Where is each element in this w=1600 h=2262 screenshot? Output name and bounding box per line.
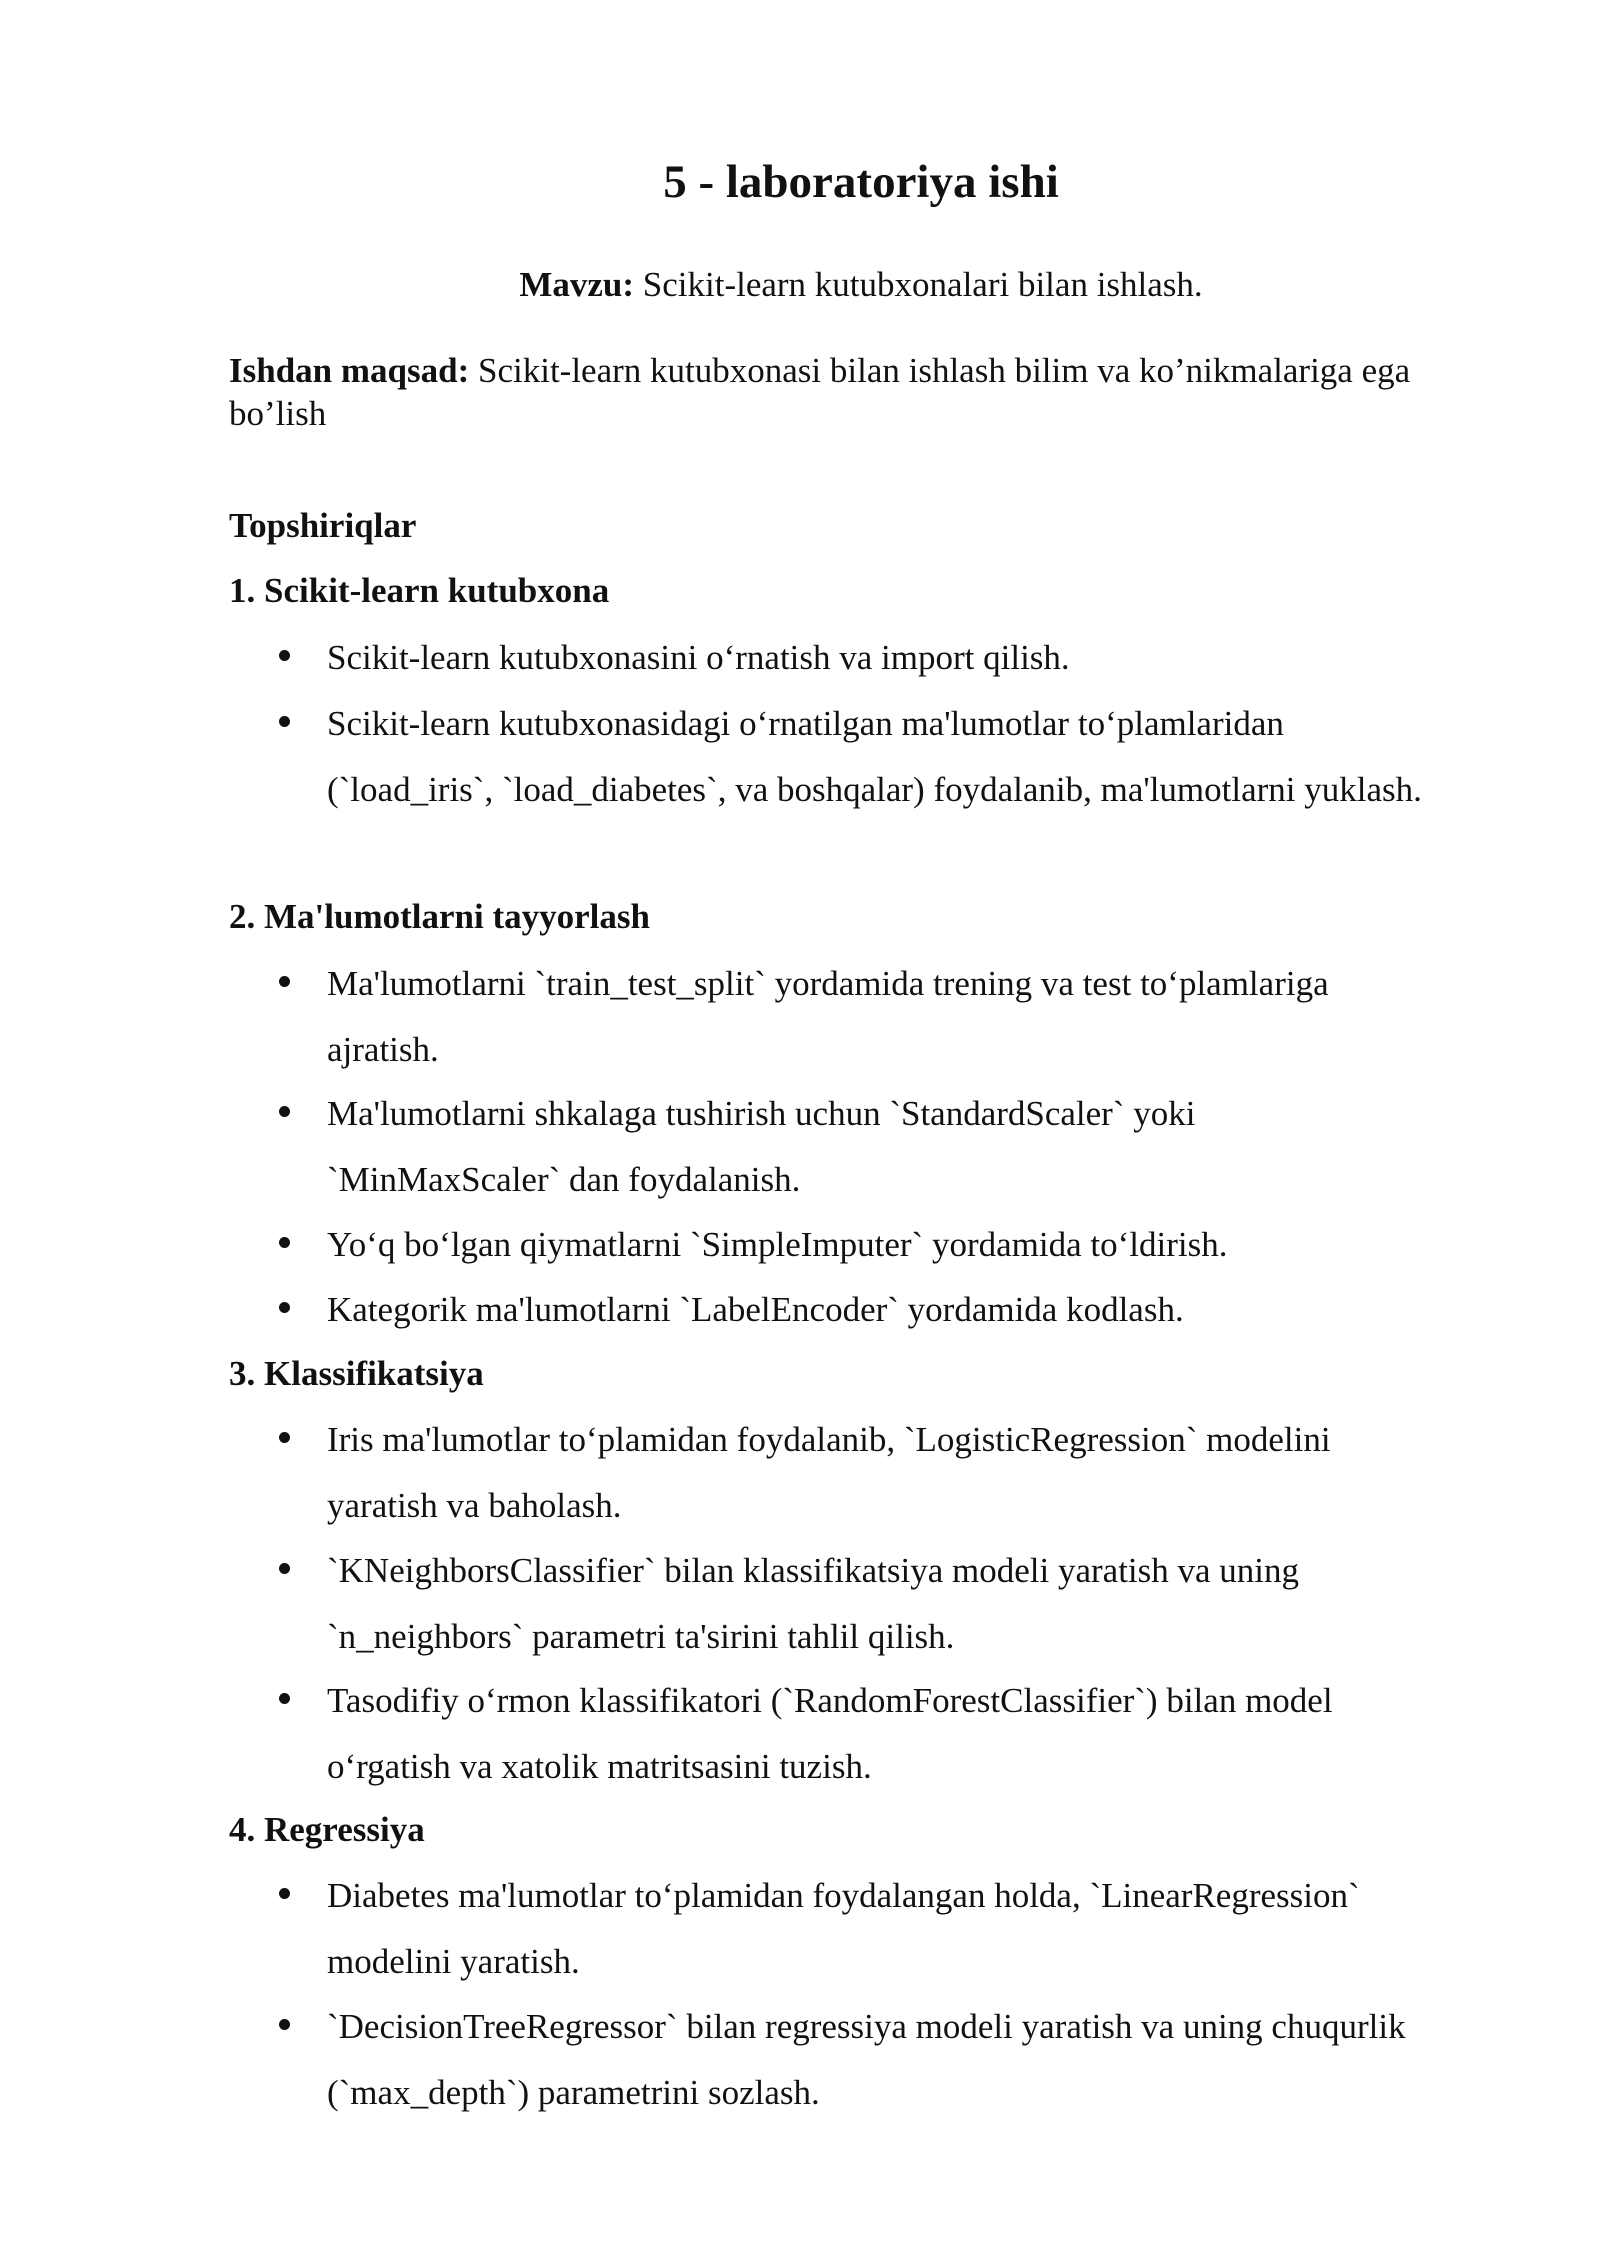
goal-label: Ishdan maqsad: (229, 351, 470, 390)
section-heading-3: 3. Klassifikatsiya (229, 1354, 484, 1393)
goal-text: Scikit-learn kutubxonasi bilan ishlash bilim va ko’nikmalariga ega bo’lish (229, 351, 1411, 433)
list-item-text: Ma'lumotlarni `train_test_split` yordamida trening va test to‘plamlariga ajratish. (327, 964, 1329, 1069)
bullet-icon (279, 1563, 290, 1574)
bullet-icon (279, 716, 290, 727)
bullet-icon (279, 1237, 290, 1248)
list-item-text: Tasodifiy o‘rmon klassifikatori (`RandomForestClassifier`) bilan model o‘rgatish va xatolik matritsasini tuzish. (327, 1681, 1333, 1786)
bullet-icon (279, 976, 290, 987)
bullet-icon (279, 2019, 290, 2030)
topic-line (229, 261, 1493, 309)
bullet-icon (279, 1693, 290, 1704)
document-title: 5 - laboratoriya ishi (663, 156, 1059, 208)
topic-text: Scikit-learn kutubxonalari bilan ishlash. (634, 265, 1203, 304)
bullet-icon (279, 1106, 290, 1117)
bullet-icon (279, 650, 290, 661)
list-item-text: Diabetes ma'lumotlar to‘plamidan foydalangan holda, `LinearRegression` modelini yaratish. (327, 1876, 1360, 1981)
section-heading-4: 4. Regressiya (229, 1810, 425, 1849)
list-item-text: `KNeighborsClassifier` bilan klassifikatsiya modeli yaratish va uning `n_neighbors` parametri ta'sirini tahlil qilish. (327, 1551, 1300, 1656)
section-heading-2: 2. Ma'lumotlarni tayyorlash (229, 897, 650, 936)
list-item-text: Yo‘q bo‘lgan qiymatlarni `SimpleImputer` yordamida to‘ldirish. (327, 1225, 1228, 1264)
topic-label: Mavzu: (519, 265, 635, 304)
tasks-heading: Topshiriqlar (229, 506, 417, 545)
list-item-text: Scikit-learn kutubxonasidagi o‘rnatilgan ma'lumotlar to‘plamlaridan (`load_iris`, `load_diabetes`, va boshqalar) foydalanib, ma'lumotlarni yuklash. (327, 704, 1422, 809)
bullet-icon (279, 1432, 290, 1443)
goal-paragraph (229, 349, 1509, 435)
list-item-text: Iris ma'lumotlar to‘plamidan foydalanib, `LogisticRegression` modelini yaratish va baholash. (327, 1420, 1331, 1525)
list-item-text: Ma'lumotlarni shkalaga tushirish uchun `StandardScaler` yoki `MinMaxScaler` dan foydalanish. (327, 1094, 1196, 1199)
section-heading-1: 1. Scikit-learn kutubxona (229, 571, 610, 610)
list-item-text: Kategorik ma'lumotlarni `LabelEncoder` yordamida kodlash. (327, 1290, 1184, 1329)
bullet-icon (279, 1302, 290, 1313)
bullet-icon (279, 1888, 290, 1899)
list-item-text: Scikit-learn kutubxonasini o‘rnatish va import qilish. (327, 638, 1070, 677)
list-item-text: `DecisionTreeRegressor` bilan regressiya modeli yaratish va uning chuqurlik (`max_depth`) parametrini sozlash. (327, 2007, 1406, 2112)
